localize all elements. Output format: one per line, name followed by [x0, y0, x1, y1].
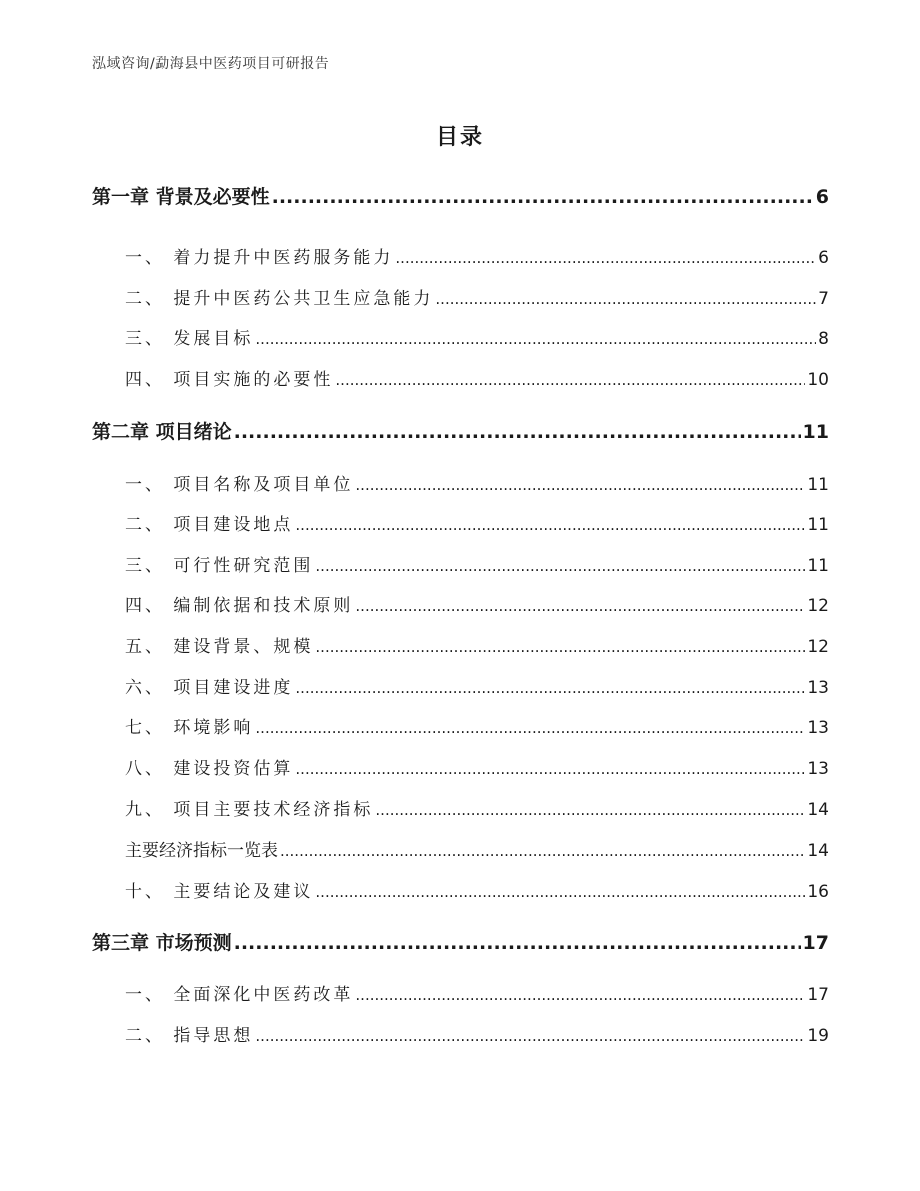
- leader-dots: [355, 983, 805, 1007]
- toc-section[interactable]: [92, 287, 829, 311]
- toc-entry-label: 一、 着力提升中医药服务能力: [125, 248, 394, 268]
- toc-entry-label: 五、 建设背景、规模: [125, 637, 314, 657]
- toc-page-number: 14: [807, 841, 829, 861]
- leader-dots: [375, 798, 805, 822]
- leader-dots: [395, 246, 816, 270]
- leader-dots: [335, 368, 805, 392]
- toc-entry-label: 主要经济指标一览表: [125, 841, 278, 861]
- toc-section[interactable]: [92, 716, 829, 740]
- toc-section[interactable]: [92, 473, 829, 497]
- toc-section[interactable]: [92, 594, 829, 618]
- leader-dots: [435, 287, 816, 311]
- toc-section[interactable]: [92, 676, 829, 700]
- toc-section[interactable]: [92, 368, 829, 392]
- toc-chapter-2[interactable]: [92, 419, 829, 445]
- toc-entry-label: 第一章 背景及必要性: [92, 186, 270, 208]
- leader-dots: [272, 184, 814, 210]
- toc-page-number: 13: [807, 759, 829, 779]
- toc-page-number: 8: [818, 329, 829, 349]
- toc-entry-label: 二、 提升中医药公共卫生应急能力: [125, 289, 434, 309]
- toc-entry-label: 六、 项目建设进度: [125, 678, 294, 698]
- toc-page-number: 11: [802, 421, 829, 443]
- leader-dots: [315, 554, 805, 578]
- toc-section[interactable]: [92, 554, 829, 578]
- toc-section[interactable]: [92, 983, 829, 1007]
- toc-page-number: 6: [818, 248, 829, 268]
- toc-entry-label: 二、 项目建设地点: [125, 515, 294, 535]
- toc-page-number: 11: [807, 515, 829, 535]
- toc-page-number: 10: [807, 370, 829, 390]
- leader-dots: [255, 716, 805, 740]
- toc-chapter-1[interactable]: [92, 184, 829, 210]
- running-header: 泓域咨询/勐海县中医药项目可研报告: [92, 56, 330, 72]
- toc-entry-label: 三、 发展目标: [125, 329, 254, 349]
- toc-page-number: 14: [807, 800, 829, 820]
- toc-title: 目录: [435, 125, 484, 150]
- toc-entry-label: 十、 主要结论及建议: [125, 882, 314, 902]
- leader-dots: [255, 327, 816, 351]
- toc-entry-label: 第二章 项目绪论: [92, 421, 232, 443]
- toc-section[interactable]: [92, 880, 829, 904]
- toc-entry-label: 九、 项目主要技术经济指标: [125, 800, 374, 820]
- leader-dots: [255, 1024, 805, 1048]
- leader-dots: [315, 880, 805, 904]
- toc-section[interactable]: [92, 513, 829, 537]
- toc-page-number: 17: [802, 932, 829, 954]
- toc-entry-label: 八、 建设投资估算: [125, 759, 294, 779]
- toc-entry-label: 一、 全面深化中医药改革: [125, 985, 354, 1005]
- toc-page-number: 19: [807, 1026, 829, 1046]
- toc-page-number: 11: [807, 475, 829, 495]
- toc-entry-label: 二、 指导思想: [125, 1026, 254, 1046]
- toc-section[interactable]: [92, 246, 829, 270]
- toc-section[interactable]: [92, 757, 829, 781]
- toc-page-number: 11: [807, 556, 829, 576]
- toc-section[interactable]: [92, 1024, 829, 1048]
- toc-page-number: 12: [807, 596, 829, 616]
- toc-section[interactable]: [92, 327, 829, 351]
- leader-dots: [234, 419, 801, 445]
- toc-page-number: 7: [818, 289, 829, 309]
- toc-page-number: 17: [807, 985, 829, 1005]
- toc-section[interactable]: [92, 798, 829, 822]
- toc-page-number: 13: [807, 678, 829, 698]
- leader-dots: [295, 676, 805, 700]
- leader-dots: [234, 930, 801, 956]
- toc-entry-label: 四、 项目实施的必要性: [125, 370, 334, 390]
- toc-page-number: 13: [807, 718, 829, 738]
- leader-dots: [280, 839, 805, 863]
- toc-entry-label: 三、 可行性研究范围: [125, 556, 314, 576]
- leader-dots: [355, 473, 805, 497]
- toc-entry-label: 四、 编制依据和技术原则: [125, 596, 354, 616]
- leader-dots: [315, 635, 805, 659]
- leader-dots: [295, 513, 805, 537]
- toc-section[interactable]: [92, 635, 829, 659]
- toc-page-number: 16: [807, 882, 829, 902]
- toc-entry-label: 一、 项目名称及项目单位: [125, 475, 354, 495]
- leader-dots: [295, 757, 805, 781]
- toc-page-number: 6: [815, 186, 829, 208]
- toc-chapter-3[interactable]: [92, 930, 829, 956]
- toc-entry-label: 第三章 市场预测: [92, 932, 232, 954]
- toc-page-number: 12: [807, 637, 829, 657]
- toc-table-entry[interactable]: [92, 839, 829, 863]
- leader-dots: [355, 594, 805, 618]
- toc-entry-label: 七、 环境影响: [125, 718, 254, 738]
